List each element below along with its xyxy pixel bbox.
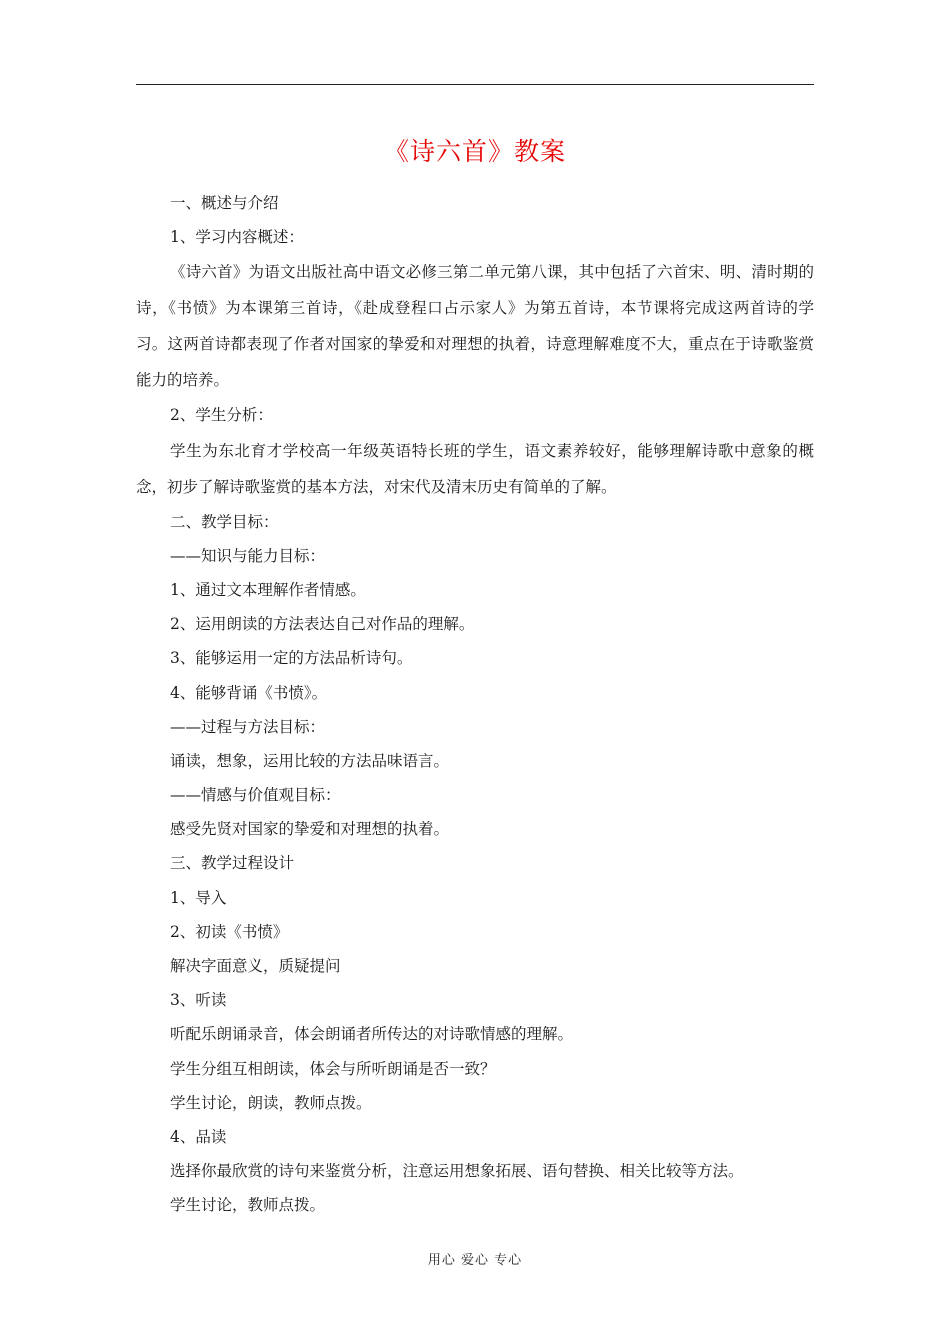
goal-emotion-heading: ——情感与价值观目标： — [170, 786, 341, 805]
process-step-3: 3、听读 — [170, 991, 227, 1010]
process-step-4: 4、品读 — [170, 1127, 227, 1146]
paragraph-content-overview: 《诗六首》为语文出版社高中语文必修三第二单元第八课，其中包括了六首宋、明、清时期的诗，《书愤》为本课第三首诗，《赴成登程口占示家人》为第五首诗，本节课将完成这两首诗的学习。这两首诗都表现了作者对国家的挚爱和对理想的执着，诗意理解难度不大，重点在于诗歌鉴赏能力的培养。 — [136, 263, 814, 390]
goal-process-heading: ——过程与方法目标： — [170, 717, 326, 736]
process-step-4-text-1: 选择你最欣赏的诗句来鉴赏分析，注意运用想象拓展、语句替换、相关比较等方法。 — [170, 1162, 744, 1181]
process-step-2: 2、初读《书愤》 — [170, 922, 289, 941]
page-footer: 用心 爱心 专心 — [427, 1253, 523, 1268]
subheading-content-overview: 1、学习内容概述： — [170, 228, 304, 247]
section-heading-process: 三、教学过程设计 — [170, 854, 295, 873]
process-step-2-text: 解决字面意义，质疑提问 — [170, 957, 341, 975]
goal-item-2: 2、运用朗读的方法表达自己对作品的理解。 — [170, 615, 475, 634]
subheading-student-analysis: 2、学生分析： — [170, 406, 273, 425]
document-title: 《诗六首》教案 — [383, 137, 566, 166]
document-body — [136, 186, 814, 1223]
goal-process-text: 诵读，想象，运用比较的方法品味语言。 — [170, 751, 450, 770]
goal-item-3: 3、能够运用一定的方法品析诗句。 — [170, 649, 413, 668]
goal-item-4: 4、能够背诵《书愤》。 — [170, 683, 328, 702]
goal-knowledge-heading: ——知识与能力目标： — [170, 546, 326, 565]
process-step-4-text-2: 学生讨论，教师点拨。 — [170, 1196, 326, 1215]
process-step-3-text-2: 学生分组互相朗读，体会与所听朗诵是否一致？ — [170, 1059, 496, 1078]
goal-item-1: 1、通过文本理解作者情感。 — [170, 580, 366, 599]
section-heading-goals: 二、教学目标： — [170, 512, 279, 531]
process-step-1: 1、导入 — [170, 888, 227, 907]
header-rule — [136, 84, 814, 85]
paragraph-student-analysis: 学生为东北育才学校高一年级英语特长班的学生，语文素养较好，能够理解诗歌中意象的概念，初步了解诗歌鉴赏的基本方法，对宋代及清末历史有简单的了解。 — [136, 441, 814, 496]
section-heading-overview: 一、概述与介绍 — [170, 194, 279, 212]
process-step-3-text-3: 学生讨论，朗读，教师点拨。 — [170, 1093, 372, 1112]
process-step-3-text-1: 听配乐朗诵录音，体会朗诵者所传达的对诗歌情感的理解。 — [170, 1025, 574, 1044]
goal-emotion-text: 感受先贤对国家的挚爱和对理想的执着。 — [170, 820, 450, 839]
